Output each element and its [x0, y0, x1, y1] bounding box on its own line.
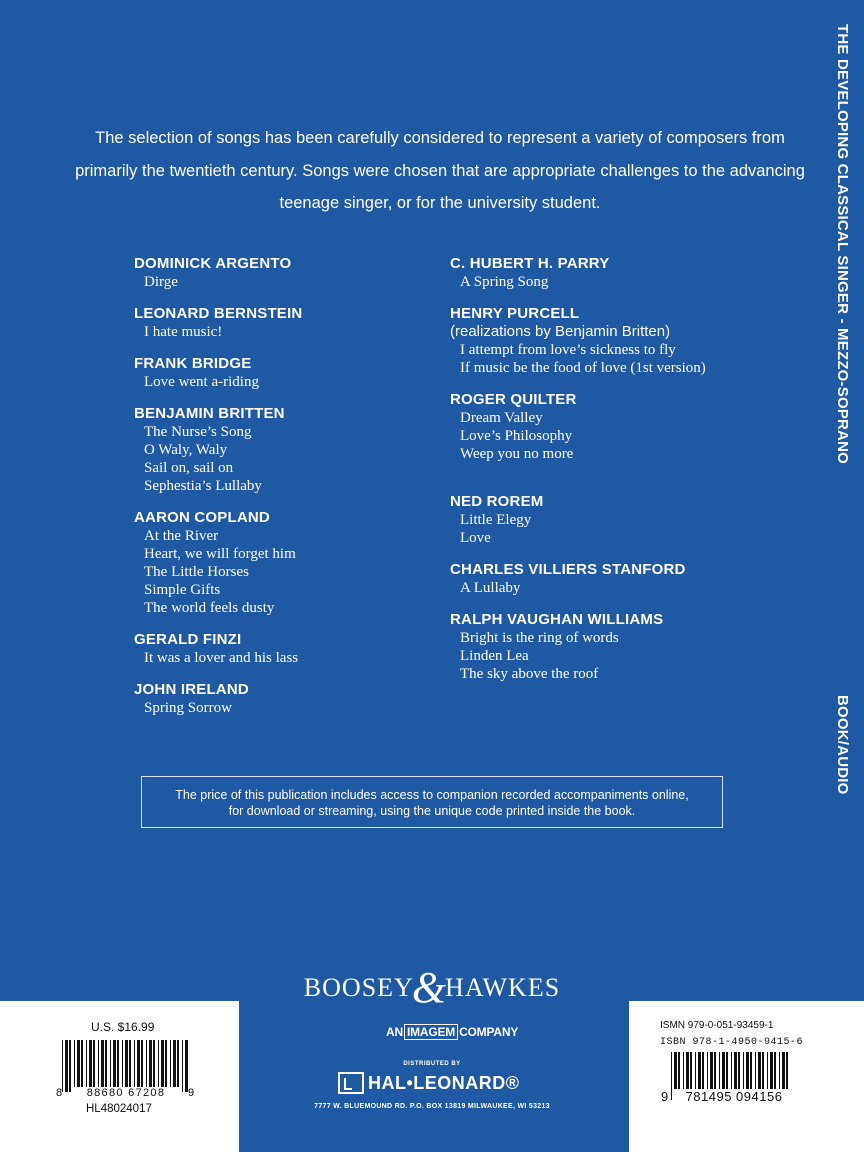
barcode-bar — [182, 1040, 183, 1092]
barcode-bar — [65, 1040, 68, 1092]
barcode-bar — [146, 1040, 147, 1092]
upc-digits: 88680 67208 — [72, 1087, 180, 1099]
song-title: If music be the food of love (1st version) — [460, 360, 706, 376]
barcode-bar — [89, 1040, 92, 1092]
barcode-bar — [158, 1040, 159, 1092]
barcode-bar — [141, 1040, 143, 1092]
composer-entry — [134, 631, 434, 667]
barcode-bar — [161, 1040, 164, 1092]
composer-entry — [134, 681, 434, 717]
barcode-bar — [101, 1040, 104, 1092]
imagem-pre: AN — [386, 1025, 403, 1039]
song-title: Little Elegy — [460, 512, 532, 528]
song-title: O Waly, Waly — [144, 442, 228, 458]
song-title: A Spring Song — [460, 274, 549, 290]
price-label: U.S. $16.99 — [91, 1020, 155, 1034]
ean-first-digit: 9 — [661, 1089, 669, 1104]
barcode-bar — [137, 1040, 140, 1092]
barcode-bar — [173, 1040, 176, 1092]
spine-format-label: BOOK/AUDIO — [834, 695, 851, 795]
imagem-company-logo — [386, 1025, 518, 1039]
song-title: I hate music! — [144, 324, 223, 340]
composer-entry — [450, 305, 810, 377]
song-title: Love’s Philosophy — [460, 428, 573, 444]
logo-right: HAWKES — [445, 973, 561, 1002]
composer-name: HENRY PURCELL — [450, 305, 580, 322]
barcode-bar — [93, 1040, 95, 1092]
item-code: HL48024017 — [86, 1103, 152, 1115]
barcode-bar — [98, 1040, 99, 1092]
composer-list-left — [134, 255, 434, 731]
composer-name: CHARLES VILLIERS STANFORD — [450, 561, 686, 578]
song-title: Dirge — [144, 274, 178, 290]
composer-name: DOMINICK ARGENTO — [134, 255, 292, 272]
composer-entry — [134, 355, 434, 391]
composer-entry — [450, 255, 810, 291]
barcode-bar — [129, 1040, 131, 1092]
barcode-bar — [671, 1052, 672, 1100]
song-title: The Little Horses — [144, 564, 249, 580]
logo-left: BOOSEY — [303, 973, 414, 1002]
logo-ampersand: & — [411, 963, 448, 1012]
composer-name: C. HUBERT H. PARRY — [450, 255, 610, 272]
composer-entry — [134, 305, 434, 341]
imagem-mid: IMAGEM — [404, 1024, 458, 1040]
song-title: Sail on, sail on — [144, 460, 234, 476]
barcode-bar — [185, 1040, 188, 1092]
distributor-address: 7777 W. BLUEMOUND RD. P.O. BOX 13819 MILWAUKEE, WI 53213 — [314, 1103, 550, 1110]
composer-entry — [134, 405, 434, 495]
composer-note: (realizations by Benjamin Britten) — [450, 323, 671, 340]
song-title: Spring Sorrow — [144, 700, 232, 716]
composer-name: RALPH VAUGHAN WILLIAMS — [450, 611, 664, 628]
imagem-post: COMPANY — [459, 1025, 519, 1039]
song-title: Heart, we will forget him — [144, 546, 296, 562]
barcode-bar — [81, 1040, 83, 1092]
song-title: Sephestia’s Lullaby — [144, 478, 262, 494]
barcode-bar — [149, 1040, 152, 1092]
barcode-bar — [62, 1040, 63, 1092]
song-title: Linden Lea — [460, 648, 529, 664]
barcode-bar — [177, 1040, 179, 1092]
online-audio-notice — [141, 776, 723, 828]
intro-paragraph: The selection of songs has been carefully considered to represent a variety of composers from primarily the twentieth century. Songs were chosen that are appropriate challenges to the advancing teenage singer, or for the university student. — [75, 129, 805, 212]
upc-barcode-icon — [62, 1040, 190, 1092]
composer-entry — [134, 255, 434, 291]
notice-line-1: The price of this publication includes access to companion recorded accompaniments online, — [175, 788, 689, 802]
song-title: Weep you no more — [460, 446, 574, 462]
hal-leonard-logo — [338, 1072, 520, 1094]
song-title: Love went a-riding — [144, 374, 259, 390]
composer-entry — [450, 493, 810, 547]
barcode-bar — [165, 1040, 167, 1092]
notice-line-2: for download or streaming, using the unique code printed inside the book. — [228, 803, 636, 818]
composer-name: GERALD FINZI — [134, 631, 242, 648]
song-title: The world feels dusty — [144, 600, 275, 616]
composer-entry — [450, 391, 810, 463]
composer-name: BENJAMIN BRITTEN — [134, 405, 285, 422]
composer-name: LEONARD BERNSTEIN — [134, 305, 303, 322]
hal-leonard-name: HAL•LEONARD® — [368, 1072, 520, 1093]
upc-first-digit: 8 — [56, 1087, 63, 1099]
barcode-bar — [110, 1040, 111, 1092]
hal-leonard-mark-icon — [338, 1072, 364, 1094]
barcode-bar — [77, 1040, 80, 1092]
barcode-bar — [74, 1040, 75, 1092]
composer-name: JOHN IRELAND — [134, 681, 249, 698]
song-title: At the River — [144, 528, 219, 544]
song-title: A Lullaby — [460, 580, 521, 596]
composer-name: NED ROREM — [450, 493, 544, 510]
barcode-bar — [170, 1040, 171, 1092]
composer-name: AARON COPLAND — [134, 509, 270, 526]
barcode-bar — [117, 1040, 119, 1092]
song-title: It was a lover and his lass — [144, 650, 299, 666]
distributed-by-label: DISTRIBUTED BY — [403, 1061, 461, 1067]
barcode-bar — [125, 1040, 128, 1092]
barcode-bar — [153, 1040, 155, 1092]
composer-list-right — [450, 255, 810, 697]
composer-entry — [134, 509, 434, 617]
song-title: The sky above the roof — [460, 666, 599, 682]
barcode-bar — [113, 1040, 116, 1092]
song-title: Dream Valley — [460, 410, 543, 426]
spine-title: THE DEVELOPING CLASSICAL SINGER - MEZZO-SOPRANO — [834, 24, 851, 464]
composer-name: ROGER QUILTER — [450, 391, 577, 408]
barcode-bar — [134, 1040, 135, 1092]
song-title: The Nurse’s Song — [144, 424, 252, 440]
barcode-bar — [86, 1040, 87, 1092]
song-title: Love — [460, 530, 491, 546]
ismn-label: ISMN 979-0-051-93459-1 — [660, 1020, 774, 1031]
composer-name: FRANK BRIDGE — [134, 355, 252, 372]
composer-entry — [450, 611, 810, 683]
upc-last-digit: 9 — [188, 1087, 195, 1099]
composer-entry — [450, 561, 810, 597]
song-title: Simple Gifts — [144, 582, 221, 598]
song-title: I attempt from love’s sickness to fly — [460, 342, 676, 358]
barcode-bar — [69, 1040, 71, 1092]
barcode-bar — [105, 1040, 107, 1092]
isbn-label: ISBN 978-1-4950-9415-6 — [660, 1037, 804, 1048]
song-title: Bright is the ring of words — [460, 630, 619, 646]
barcode-bar — [122, 1040, 123, 1092]
ean-digits: 781495 094156 — [674, 1089, 794, 1104]
